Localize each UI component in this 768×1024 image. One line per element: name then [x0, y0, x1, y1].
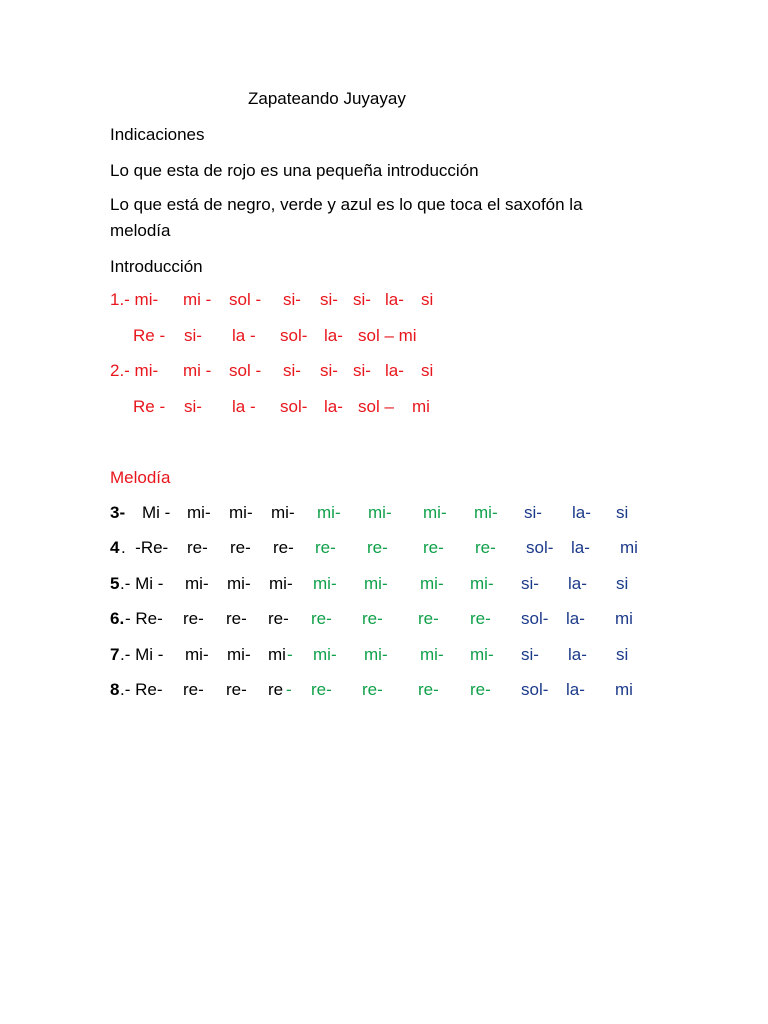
melody-token: re- [362, 609, 383, 628]
intro-token: la- [324, 397, 343, 416]
melody-token: mi- [368, 503, 392, 522]
intro-token: sol - [229, 290, 262, 309]
melody-token: si- [521, 645, 539, 664]
melody-token: re- [226, 680, 247, 699]
melody-token: re- [418, 609, 439, 628]
melody-token: re- [423, 538, 444, 557]
intro-token: 1.- mi- [110, 290, 159, 309]
intro-token: si- [353, 361, 371, 380]
melody-token: re- [268, 609, 289, 628]
intro-token: sol - [229, 361, 262, 380]
melody-token: si [616, 645, 629, 664]
melody-token: re- [470, 609, 491, 628]
melody-row-lead: . -Re- [121, 538, 169, 557]
melody-token: mi- [185, 574, 209, 593]
melody-row-number: 4 [110, 538, 120, 557]
melody-token: si [616, 503, 629, 522]
melody-token: mi- [470, 574, 494, 593]
intro-row-1 [0, 289, 768, 311]
melody-row-3 [0, 502, 768, 524]
melody-row-6 [0, 608, 768, 630]
melody-token: mi- [364, 645, 388, 664]
melody-token: re- [187, 538, 208, 557]
melody-token: re- [273, 538, 294, 557]
melody-token: sol- [521, 680, 549, 699]
melody-token: re- [470, 680, 491, 699]
melody-row-4 [0, 537, 768, 559]
melody-token: mi [615, 609, 633, 628]
melody-row-number: 6. [110, 609, 125, 628]
melody-token: re- [183, 609, 204, 628]
melody-token: sol- [521, 609, 549, 628]
melody-token: la- [568, 645, 587, 664]
melodia-heading: Melodía [110, 468, 171, 487]
melody-token: mi- [227, 645, 251, 664]
intro-row-2 [0, 360, 768, 382]
intro-token: si- [184, 397, 202, 416]
description-colors-line: Lo que está de negro, verde y azul es lo que toca el saxofón la [110, 195, 583, 214]
introduccion-heading: Introducción [110, 257, 203, 276]
melody-token: mi- [470, 645, 494, 664]
melody-token: mi [268, 645, 286, 664]
melody-token: la- [572, 503, 591, 522]
melody-token: re- [226, 609, 247, 628]
melody-token: mi- [269, 574, 293, 593]
melody-token: re- [475, 538, 496, 557]
melody-row-lead: .- Mi - [120, 645, 164, 664]
melody-token: mi- [185, 645, 209, 664]
intro-token: mi - [183, 290, 212, 309]
melody-token: sol- [526, 538, 554, 557]
intro-token: si- [320, 361, 338, 380]
melody-token: mi- [364, 574, 388, 593]
melody-token: re- [367, 538, 388, 557]
melody-token: si- [521, 574, 539, 593]
intro-token: la- [324, 326, 343, 345]
melody-token: re- [362, 680, 383, 699]
intro-token: si- [184, 326, 202, 345]
intro-token: si- [353, 290, 371, 309]
melody-token: la- [568, 574, 587, 593]
melody-token: mi- [317, 503, 341, 522]
melody-row-5 [0, 573, 768, 595]
melody-token: - [286, 680, 292, 699]
melody-token: mi [620, 538, 638, 557]
melody-token: - [287, 645, 293, 664]
intro-row-2b [0, 396, 768, 418]
intro-token: sol – mi [358, 326, 417, 345]
melody-token: mi- [423, 503, 447, 522]
melody-token: si [616, 574, 629, 593]
melody-token: re- [311, 680, 332, 699]
melody-token: mi [615, 680, 633, 699]
intro-token: la - [232, 397, 256, 416]
melody-token: mi- [420, 645, 444, 664]
intro-token: si- [283, 290, 301, 309]
document-title: Zapateando Juyayay [248, 89, 406, 108]
melody-row-7 [0, 644, 768, 666]
intro-token: mi [412, 397, 430, 416]
intro-token: 2.- mi- [110, 361, 159, 380]
intro-token: si- [320, 290, 338, 309]
melody-token: re- [315, 538, 336, 557]
melody-token: re- [311, 609, 332, 628]
melody-token: si- [524, 503, 542, 522]
melody-row-number: 8 [110, 680, 120, 699]
description-colors-line-cont: melodía [110, 221, 171, 240]
melody-token: re- [183, 680, 204, 699]
melody-row-number: 3- [110, 503, 126, 522]
melody-token: la- [566, 680, 585, 699]
intro-row-1b [0, 325, 768, 347]
intro-token: Re - [133, 326, 166, 345]
intro-token: Re - [133, 397, 166, 416]
melody-token: mi- [271, 503, 295, 522]
intro-token: si [421, 361, 434, 380]
intro-token: la- [385, 290, 404, 309]
melody-row-lead: .- Mi - [120, 574, 164, 593]
melody-token: mi- [227, 574, 251, 593]
intro-token: sol- [280, 326, 308, 345]
melody-row-number: 7 [110, 645, 120, 664]
intro-token: la- [385, 361, 404, 380]
intro-token: sol- [280, 397, 308, 416]
intro-token: si [421, 290, 434, 309]
intro-token: si- [283, 361, 301, 380]
melody-token: mi- [420, 574, 444, 593]
melody-token: mi- [313, 574, 337, 593]
melody-row-lead: - Re- [125, 609, 163, 628]
melody-token: re- [418, 680, 439, 699]
intro-token: la - [232, 326, 256, 345]
description-red-line: Lo que esta de rojo es una pequeña introducción [110, 161, 479, 180]
melody-token: mi- [313, 645, 337, 664]
melody-token: la- [571, 538, 590, 557]
intro-token: mi - [183, 361, 212, 380]
melody-row-lead: .- Re- [120, 680, 163, 699]
melody-token: mi- [474, 503, 498, 522]
indicaciones-heading: Indicaciones [110, 125, 205, 144]
melody-token: la- [566, 609, 585, 628]
melody-token: re [268, 680, 284, 699]
melody-token: Mi - [142, 503, 171, 522]
melody-row-number: 5 [110, 574, 120, 593]
intro-token: sol – [358, 397, 394, 416]
melody-row-8 [0, 679, 768, 701]
melody-token: mi- [187, 503, 211, 522]
melody-token: mi- [229, 503, 253, 522]
melody-token: re- [230, 538, 251, 557]
